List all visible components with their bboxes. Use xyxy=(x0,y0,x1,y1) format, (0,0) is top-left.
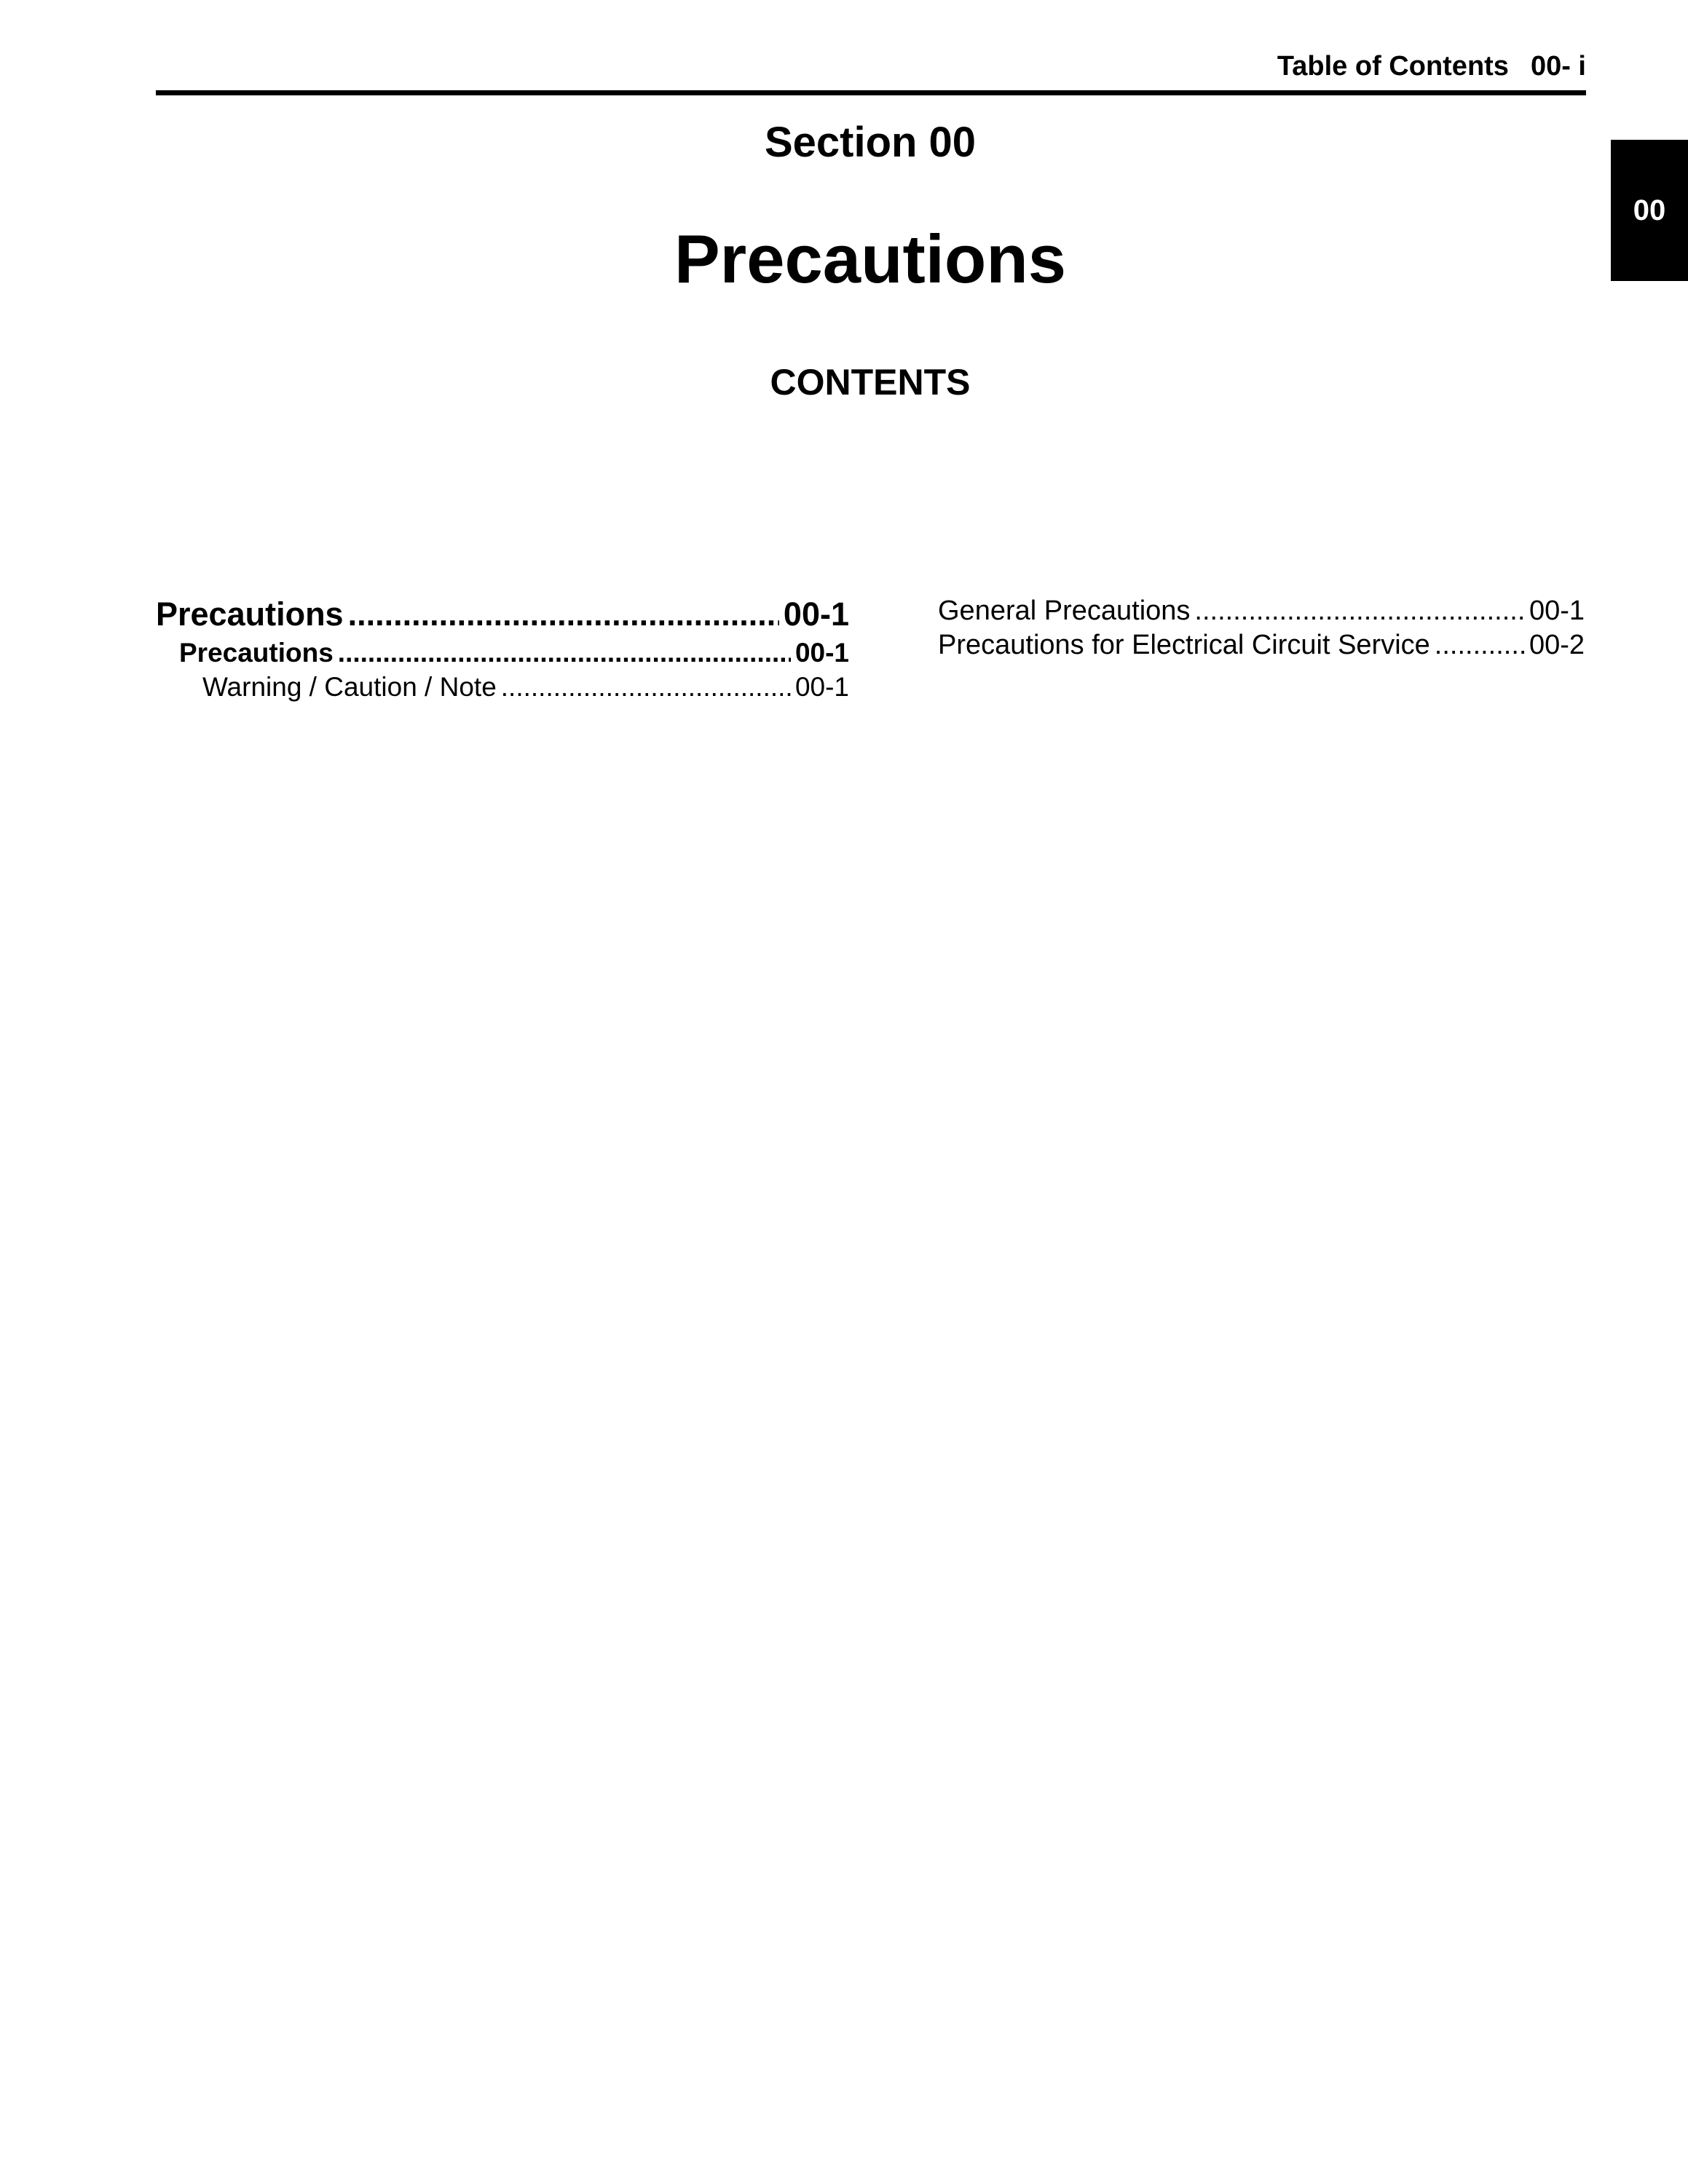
page-number: 00- i xyxy=(1530,51,1586,82)
toc-entry-level3[interactable] xyxy=(938,596,1585,630)
toc-leader-dots xyxy=(1435,630,1525,661)
toc-entry-level3[interactable] xyxy=(156,672,849,706)
toc-entry-title: Precautions xyxy=(179,638,334,668)
section-tab-label: 00 xyxy=(1633,194,1666,226)
toc-entry-level2[interactable] xyxy=(156,638,849,672)
toc-right-column xyxy=(938,596,1585,664)
toc-entry-title: Precautions xyxy=(156,596,344,633)
toc-entry-title: Precautions for Electrical Circuit Service xyxy=(938,630,1430,660)
running-header-title: Table of Contents xyxy=(1277,51,1509,82)
toc-entry-page: 00-2 xyxy=(1529,630,1585,660)
toc-leader-dots xyxy=(501,672,791,703)
running-header xyxy=(156,52,1586,80)
toc-entry-page: 00-1 xyxy=(1529,596,1585,626)
contents-heading: CONTENTS xyxy=(770,362,971,403)
toc-left-column xyxy=(156,596,849,706)
toc-entry-page: 00-1 xyxy=(783,596,849,633)
header-rule xyxy=(156,90,1586,95)
section-label: Section 00 xyxy=(764,119,977,166)
toc-leader-dots xyxy=(348,596,779,633)
toc-leader-dots xyxy=(1194,596,1525,627)
toc-entry-page: 00-1 xyxy=(794,672,849,702)
section-title: Precautions xyxy=(674,221,1067,297)
toc-entry-title: General Precautions xyxy=(938,596,1191,626)
toc-leader-dots xyxy=(338,638,791,668)
toc-entry-level1[interactable] xyxy=(156,596,849,638)
toc-entry-title: Warning / Caution / Note xyxy=(202,672,497,702)
toc-entry-page: 00-1 xyxy=(794,638,849,668)
toc-entry-level3[interactable] xyxy=(938,630,1585,664)
